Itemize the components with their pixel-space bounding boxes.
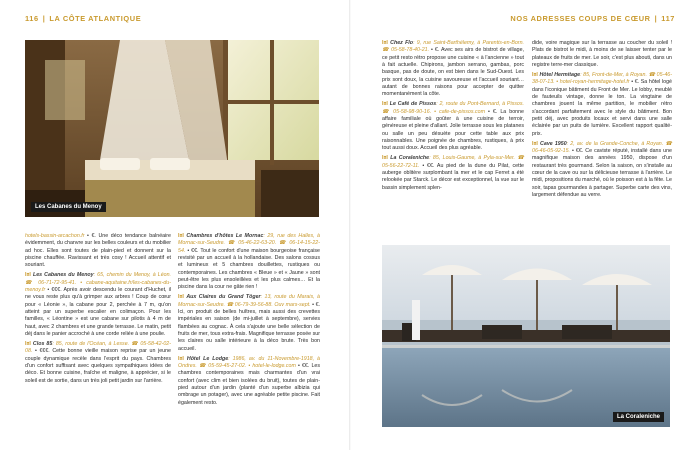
col4-p2-tel[interactable]: ☎ 06-46-05-92-15. xyxy=(532,140,672,154)
col3-p1-tel[interactable]: ☎ 05-58-98-90-16. • cafe-de-pissos.com xyxy=(382,108,485,115)
col1-p1-name: Les Cabanes du Menoy xyxy=(32,272,94,279)
cabin-interior-image xyxy=(25,40,319,217)
bed-icon: I¤I xyxy=(178,355,184,362)
column-1 xyxy=(25,233,171,388)
col3-entry-1: I¤I Le Café de Pissos: 2, route du Pont-Bernard, à Pissos. ☎ 05-58-98-90-16. • cafe-de-pissos.com • €. La bonne affaire familiale où goûter à une cuisine de terroir, généreuse et pleine d'allant. Jolie terrasse sous les platanes ou salle un peu désuète pour cette table aux prix raisonnables. Une poignée de chambres, rustiques, à prix tout aussi doux. Accueil des plus agréable. xyxy=(382,101,524,152)
col1-entry-0: hotels-bassin-arcachon.fr • €. Une déco tendance balnéaire évidemment, du chanvre sur les belles couleurs et du mobilier ad hoc. Elles sont toutes de plain-pied et donnent sur la piscine chauffée. Ravissant et très cosy ! Accueil attentif et souriant. xyxy=(25,233,171,269)
col3-p0-name: Chez Flo xyxy=(390,40,414,46)
bed-icon: I¤I xyxy=(382,155,388,162)
restaurant-icon: I¤I xyxy=(532,140,538,147)
col2-p1-name: Aux Claires du Grand Tôger xyxy=(186,294,261,301)
page-header-right: NOS ADRESSES COUPS DE CŒUR | 117 xyxy=(510,14,675,23)
col4-p1-name: Hôtel Hermitage xyxy=(539,71,581,78)
column-4 xyxy=(532,40,672,202)
col2-p2-tel[interactable]: ☎ 05-59-45-27-02. • hotel-le-lodge.com xyxy=(198,363,296,370)
bed-icon: I¤I xyxy=(25,341,31,347)
col3-p1-name: Le Café de Pissos xyxy=(389,101,437,108)
page-number-right: 117 xyxy=(661,14,675,23)
col2-entry-0: I¤I Chambres d'hôtes Le Mornac: 29, rue des Halles, à Mornac-sur-Seudre. ☎ 05-46-22-63-20. ☎ 06-14-15-22-54. • €€. Tout le confort d'une maison bourgeoise française revisité par un accueil à la hollandaise. Des salons cossus et lumineux et 5 chambres douillettes, rustiques ou contemporaines. Les chambres « Bleue » et « Jaune » sont peut-être les plus ensoleillées et les plus calmes… Et la piscine dans la cour ne gâte rien ! xyxy=(178,233,321,291)
col1-p2-name: Clos 85 xyxy=(32,341,53,347)
column-3 xyxy=(382,40,524,195)
terrace-image xyxy=(382,245,670,427)
bed-icon: I¤I xyxy=(532,71,538,78)
col3-p2-tel[interactable]: ☎ 05-56-22-72-11. xyxy=(382,155,524,169)
page-number-left: 116 xyxy=(25,14,39,23)
col4-p1-tel[interactable]: ☎ 05-46-38-07-13. • hotel-royan-hermitage-hotel.fr xyxy=(532,71,672,86)
col3-entry-0: I¤I Chez Flo: 9, rue Saint-Barthélemy, à Parentis-en-Born. ☎ 05-58-78-40-21. • €. Avec ses airs de bistrot de village, ce petit resto rétro propose une cuisine « à l'ancienne » tout à fait actuelle. Chipirons, jambon serrano, gambas, porc basque, pas de doute, on est bien dans le Sud-Ouest. Les prix sont doux, la cuisine savoureuse et l'accueil souriant… autant de bonnes raisons pour accepter de quitter momentanément la côte. xyxy=(382,40,525,98)
photo-caption-left: Les Cabanes du Menoy xyxy=(31,202,106,212)
col2-entry-2: I¤I Hôtel Le Lodge: 1986, av. du 11-Novembre-1918, à Ondres. ☎ 05-59-45-27-02. • hotel-le-lodge.com • €€. Les chambres contemporaines mais charmantes d'un vrai confort (avec clim et bien isolées du bruit), toutes de plain-pied autour d'un jardin (planté d'un superbe albizia qui ombrage un potager), avec une agréable petite piscine. Fait également resto. xyxy=(178,355,320,406)
col2-p2-name: Hôtel Le Lodge xyxy=(186,355,229,362)
col1-entry-1: I¤I Les Cabanes du Menoy: 65, chemin du Menoy, à Léon. ☎ 06-71-72-95-41. • cabane-aquitaine.fr/les-cabanes-du-menoy.fr • €€€. Après avoir descendu le courant d'Huchet, il ne vous reste plus qu'à grimper aux arbres ! Coup de cœur pour « Léonie », la cabane pour 2, perchée à 7 m, qu'on atteint par un superbe escalier en colimaçon. Pour les familles, « Léontine » est une cabane sur pilotis à 4 m de haut, avec 2 chambres et une grande terrasse. Le matin, petit déj dans le panier accroché à une corde reliée à une poulie. xyxy=(25,272,172,338)
col4-entry-2: I¤I Cave 1950: 2, av. de la Grande-Conche, à Royan. ☎ 06-46-05-92-15. • €€. Ce caviste réputé, installé dans une magnifique maison des années 1950, dispose d'un restaurant très gourmand. Selon la saison, on s'installe au cœur de la cave ou sur la délicieuse terrasse à l'arrière. Le midi, propositions du marché, où le poisson est à la fête. Le soir, tapas gourmandes à partager. Superbe carte des vins, largement défendue au verre. xyxy=(532,140,672,199)
col1-entry-2: I¤I Clos 85: 85, route de l'Océan, à Lesse. ☎ 05-58-42-02-08. • €€€. Cette bonne vieille maison reprise par un jeune couple dynamique recèle dans l'esprit du pays. Chambres d'un confort suffisant avec quelques sympathiques idées de déco. Et bonne cuisine, fraîche et maligne, à apprécier, si le soleil est de sortie, dans un très joli petit jardin sur l'arrière. xyxy=(25,341,171,384)
col4-entry-1: I¤I Hôtel Hermitage: 85, Front-de-Mer, à Royan. ☎ 05-46-38-07-13. • hotel-royan-hermitage-hotel.fr • €. Sa hôtel logé dans l'iconique bâtiment du Front de Mer. Le lobby, meublé de fauteuils vintage, donne le ton. La vingtaine de chambres jouent la même partition, le mobilier rétro s'accordant parfaitement avec le style du bâtiment. Bon petit déj, avec produits locaux et servi dans une salle éclairée par un puits de lumière. Excellent rapport qualité-prix. xyxy=(532,71,673,137)
restaurant-icon: I¤I xyxy=(382,101,388,108)
col3-p0-tel[interactable]: ☎ 05-58-78-40-21. xyxy=(382,47,430,54)
book-gutter xyxy=(349,0,351,450)
photo-cabin-interior xyxy=(25,40,319,217)
col1-p2-tel[interactable]: ☎ 05-58-42-02-08. xyxy=(25,341,171,355)
col2-p1-tel[interactable]: ☎ 06-79-39-56-88. Ouv mars-sept. xyxy=(226,301,311,308)
photo-caption-right: La Coraleniche xyxy=(613,412,664,422)
col1-p1-tel[interactable]: ☎ 06-71-72-95-41. • cabane-aquitaine.fr/les-cabanes-du-menoy.fr xyxy=(25,279,171,293)
col3-entry-2: I¤I La Coraleniche: 85, Louis-Gaume, à Pyla-sur-Mer. ☎ 05-56-22-72-11. • €€. Au pied de la dune du Pilat, cette auberge oblitère surplombant la mer et le cap Ferret a été relookée par Starck. Le décor est exceptionnel, la vue sur le bassin simplement splen- xyxy=(382,155,524,191)
section-title-left: LA CÔTE ATLANTIQUE xyxy=(49,14,142,23)
bed-icon: I¤I xyxy=(25,272,31,279)
bed-icon: I¤I xyxy=(178,233,184,239)
photo-terrace xyxy=(382,245,670,427)
col3-p2-name: La Coraleniche xyxy=(390,155,430,162)
restaurant-icon: I¤I xyxy=(178,294,184,301)
col1-p0-link[interactable]: hotels-bassin-arcachon.fr xyxy=(25,233,85,239)
col2-p0-name: Chambres d'hôtes Le Mornac xyxy=(186,233,264,239)
col2-entry-1: I¤I Aux Claires du Grand Tôger: 13, route du Marais, à Mornac-sur-Seudre. ☎ 06-79-39-56-88. Ouv mars-sept. • €. Ici, on produit de belles huîtres, mais aussi des crevettes impériales en saison (de mi-juillet à septembre), servies flambées au cognac. À cela s'ajoute une belle sélection de fruits de mer, tous extra-frais. Magnifique terrasse posée sur les claires ou salle intérieure à la déco brute. Très bon accueil. xyxy=(178,294,320,352)
restaurant-icon: I¤I xyxy=(382,40,388,46)
col4-p2-name: Cave 1950 xyxy=(540,140,567,147)
col4-entry-0: dide, voire magique sur la terrasse au coucher du soleil ! Plats de bistrot le midi, à moins de se laisser tenter par le plateaux de fruits de mer. Le soir, c'est plus abouti, dans un registre terre-mer classique. xyxy=(532,40,672,69)
col2-p0-tel[interactable]: ☎ 05-46-22-63-20. ☎ 06-14-15-22-54. xyxy=(178,240,320,254)
section-title-right: NOS ADRESSES COUPS DE CŒUR xyxy=(510,14,651,23)
column-2 xyxy=(178,233,320,410)
page-header-left: 116 | LA CÔTE ATLANTIQUE xyxy=(25,14,142,23)
